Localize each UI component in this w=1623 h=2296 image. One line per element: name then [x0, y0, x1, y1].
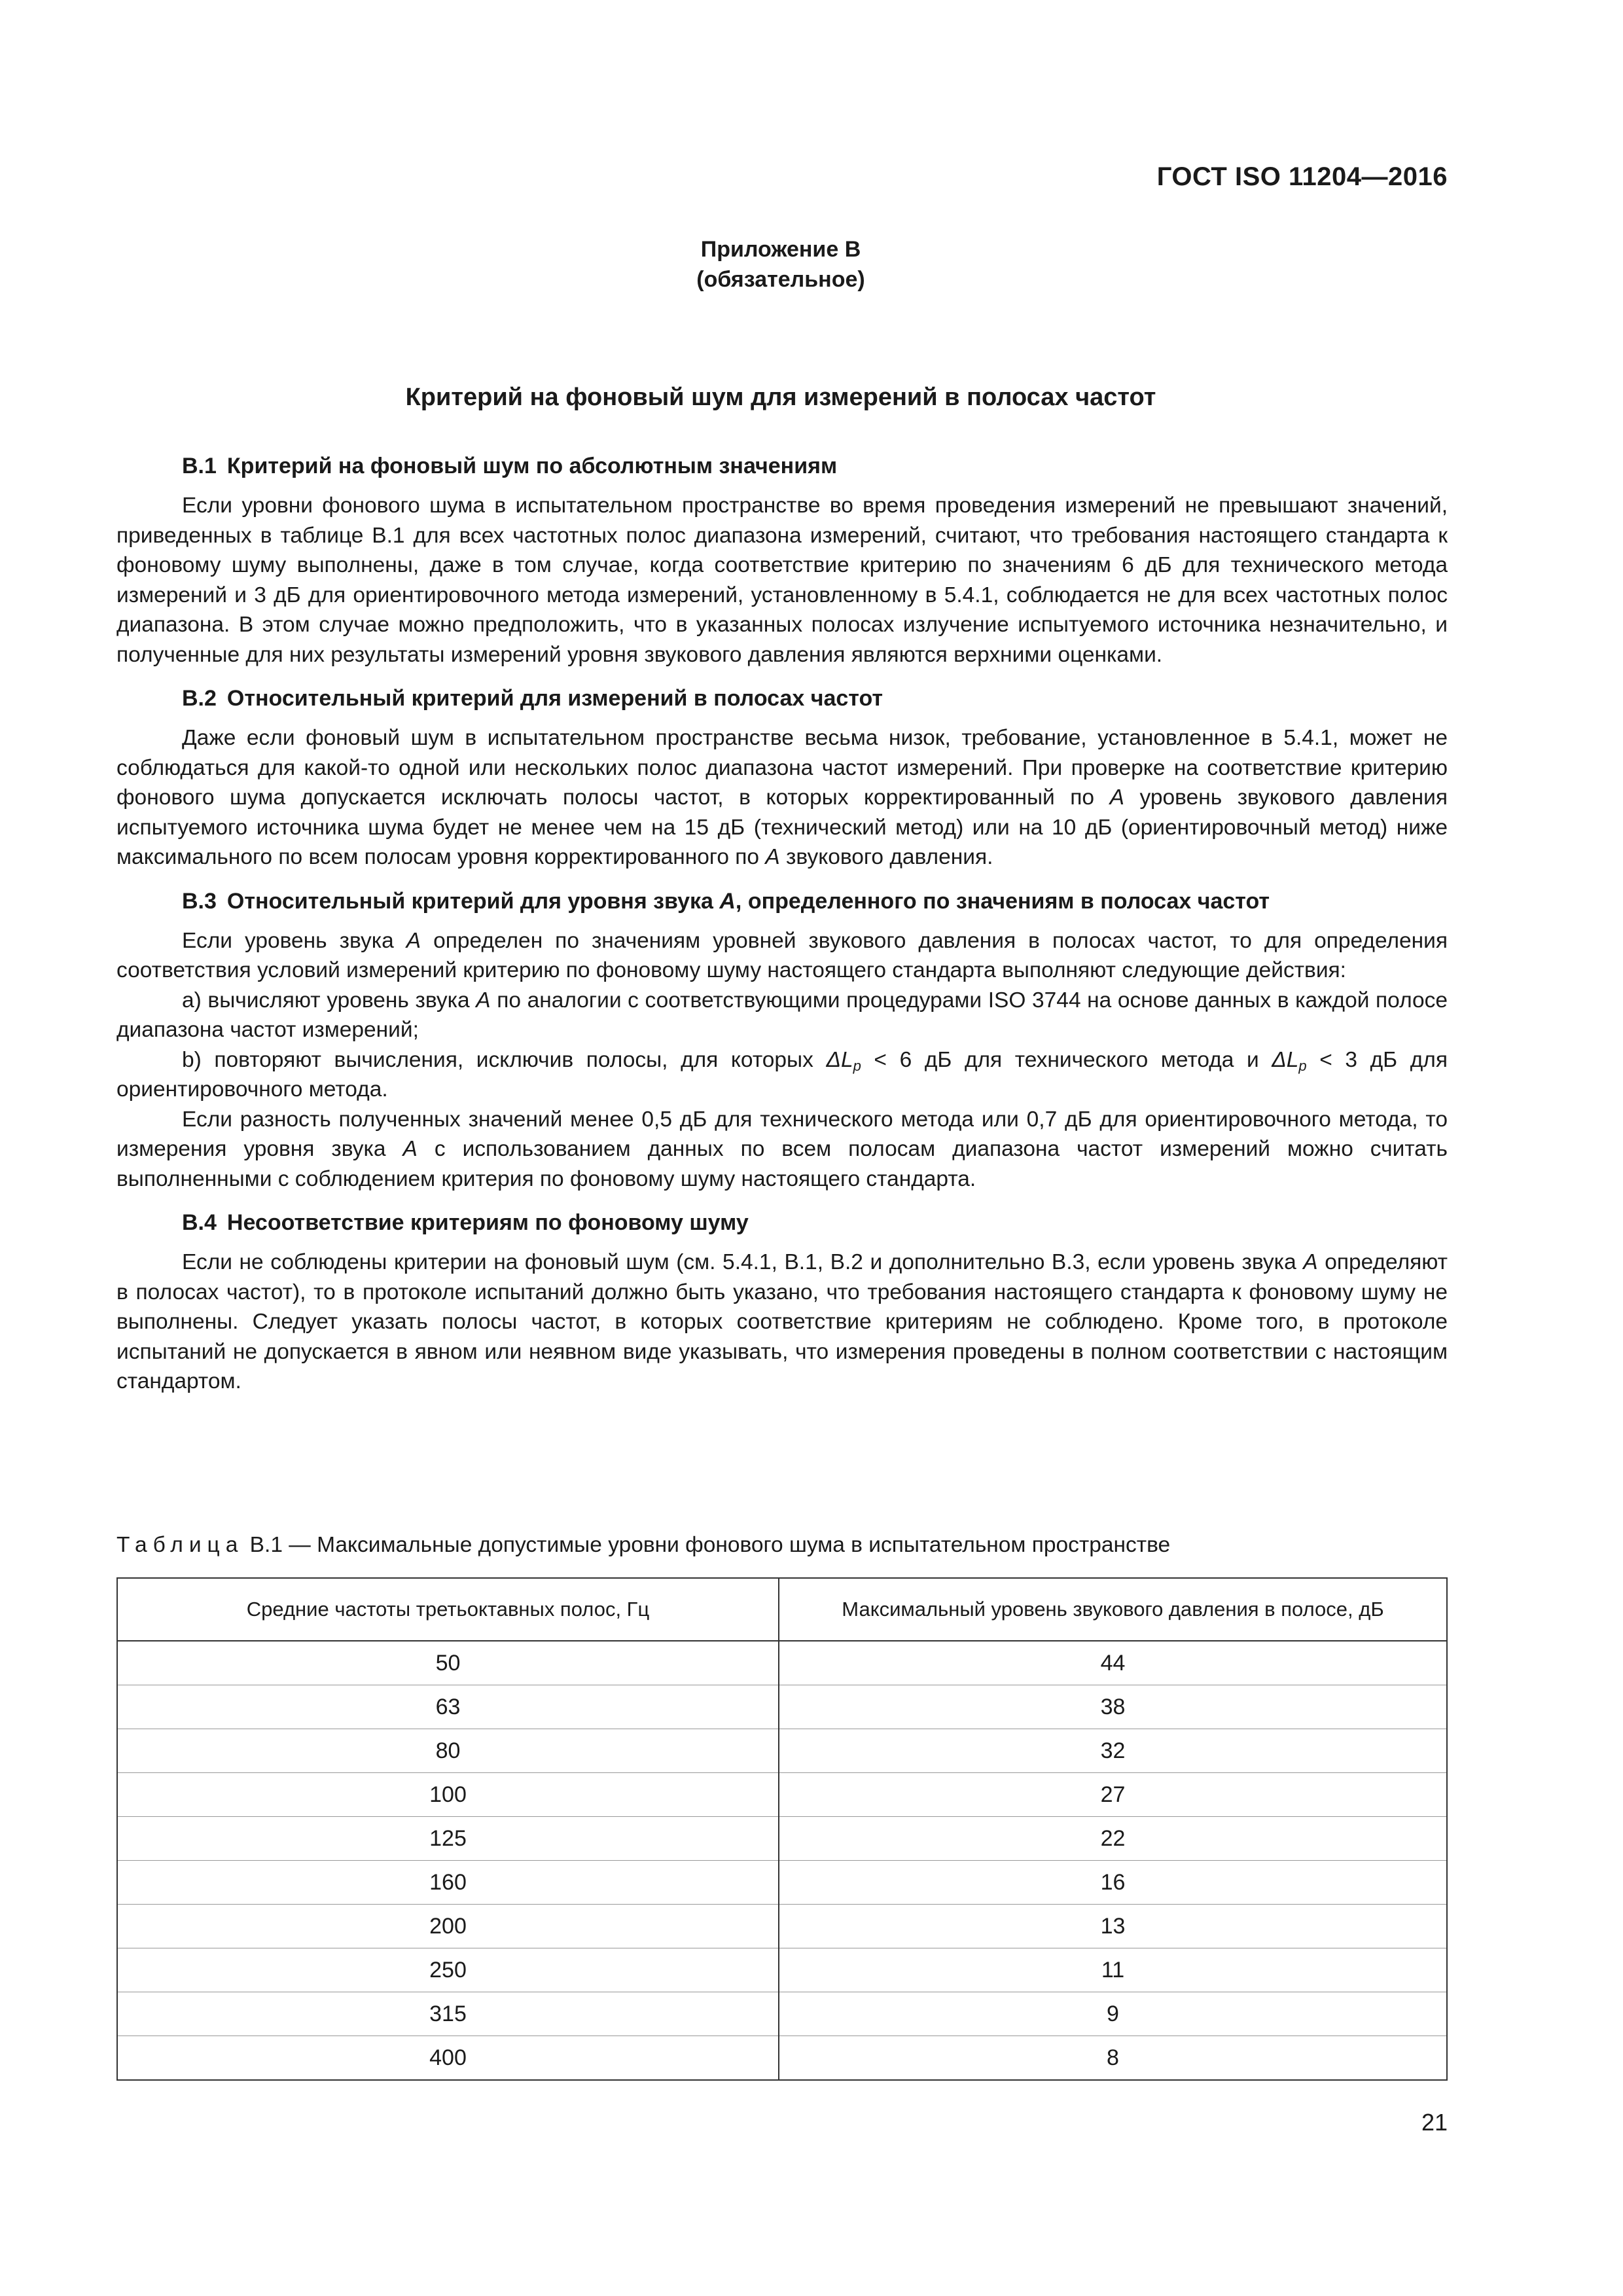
- variable-a: А: [402, 1137, 418, 1161]
- document-code: ГОСТ ISO 11204—2016: [1156, 162, 1448, 191]
- table-row: [117, 1905, 1447, 1948]
- cell-level: 13: [779, 1905, 1447, 1948]
- appendix-label: [0, 234, 1561, 295]
- paragraph: [116, 926, 1448, 986]
- cell-frequency: 315: [117, 1992, 779, 2036]
- section-title: Критерий на фоновый шум по абсолютным значениям: [226, 454, 838, 478]
- table-row: [117, 1685, 1447, 1729]
- text-run: , определенного по значениям в полосах частот: [735, 888, 1270, 914]
- text-run: Относительный критерий для уровня звука: [226, 888, 720, 914]
- table-row: [117, 1817, 1447, 1861]
- text-run: с использованием данных по всем полосам диапазона частот измерений можно считать выполненными с соблюдением критерия по фоновому шуму настоящего стандарта.: [116, 1137, 1448, 1191]
- paragraph: [116, 723, 1448, 872]
- cell-level: 27: [779, 1773, 1447, 1817]
- paragraph: [116, 1105, 1448, 1194]
- section-heading: [116, 1208, 1448, 1237]
- section-number: В.1: [182, 454, 217, 478]
- variable-a: А: [1303, 1250, 1318, 1274]
- cell-frequency: 100: [117, 1773, 779, 1817]
- page-number: 21: [1421, 2109, 1448, 2136]
- section-title: [227, 889, 1270, 914]
- text-run: а) вычисляют уровень звука: [182, 988, 476, 1013]
- cell-level: 32: [779, 1729, 1447, 1773]
- table-row: [117, 2036, 1447, 2081]
- cell-frequency: 63: [117, 1685, 779, 1729]
- section-b4: [116, 1208, 1448, 1397]
- page-title: Критерий на фоновый шум для измерений в полосах частот: [405, 384, 1156, 411]
- section-b3: [116, 887, 1448, 1194]
- section-b2: [116, 684, 1448, 872]
- cell-frequency: 250: [117, 1948, 779, 1992]
- table-body: [117, 1641, 1447, 2080]
- text-run: Если уровень звука: [182, 928, 406, 953]
- cell-level: 44: [779, 1641, 1447, 1685]
- table-caption: [116, 1533, 1448, 1558]
- column-header-level: Максимальный уровень звукового давления в полосе, дБ: [779, 1578, 1447, 1641]
- text-run: определяют в полосах частот), то в протоколе испытаний должно быть указано, что требования настоящего стандарта к фоновому шуму не выполнены. Следует указать полосы частот, в которых соответствие критериям не соблюдено. Кроме того, в протоколе испытаний не допускается в явном или неявном виде указывать, что измерения проведены в полном соответствии с настоящим стандартом.: [116, 1250, 1448, 1393]
- subscript: p: [853, 1057, 861, 1074]
- text-run: Даже если фоновый шум в испытательном пространстве весьма низок, требование, установленное в 5.4.1, может не соблюдаться для какой-то одной или нескольких полос диапазона частот измерений. При проверке на соответствие критерию фонового шума допускается исключать полосы частот, в которых корректированный по: [116, 726, 1448, 810]
- cell-level: 38: [779, 1685, 1447, 1729]
- text-run: по аналогии с соответствующими процедурами ISO 3744 на основе данных в каждой полосе диапазона частот измерений;: [116, 988, 1448, 1042]
- table-header-row: [117, 1578, 1447, 1641]
- cell-frequency: 400: [117, 2036, 779, 2081]
- appendix-status: (обязательное): [696, 267, 865, 292]
- text-run: уровень звукового давления испытуемого источника шума будет не менее чем на 15 дБ (технический метод) или на 10 дБ (ориентировочный метод) ниже максимального по всем полосам уровня корректированного по: [116, 785, 1448, 869]
- variable-a: А: [719, 888, 736, 914]
- list-item-a: [116, 986, 1448, 1045]
- table-row: [117, 1729, 1447, 1773]
- cell-frequency: 160: [117, 1861, 779, 1905]
- text-run: b) повторяют вычисления, исключив полосы, для которых: [182, 1047, 827, 1072]
- list-item-b: [116, 1045, 1448, 1105]
- table-row: [117, 1641, 1447, 1685]
- appendix-title: Приложение В: [700, 237, 861, 262]
- text-run: ΔL: [1272, 1047, 1299, 1072]
- cell-level: 11: [779, 1948, 1447, 1992]
- subscript: p: [1298, 1057, 1307, 1074]
- table-row: [117, 1948, 1447, 1992]
- cell-frequency: 50: [117, 1641, 779, 1685]
- document-body: [116, 452, 1448, 1411]
- variable-a: А: [476, 988, 491, 1013]
- cell-level: 8: [779, 2036, 1447, 2081]
- section-heading: [116, 684, 1448, 713]
- text-run: определен по значениям уровней звукового давления в полосах частот, то для определения соответствия условий измерений критерию по фоновому шуму настоящего стандарта выполняют следующие действия:: [116, 928, 1448, 982]
- cell-level: 9: [779, 1992, 1447, 2036]
- background-noise-table: [116, 1577, 1448, 2081]
- column-header-frequency: Средние частоты третьоктавных полос, Гц: [117, 1578, 779, 1641]
- table-caption-text: В.1 — Максимальные допустимые уровни фонового шума в испытательном пространстве: [243, 1533, 1171, 1557]
- section-heading: [116, 452, 1448, 480]
- text-run: Если не соблюдены критерии на фоновый шум (см. 5.4.1, В.1, В.2 и дополнительно В.3, если уровень звука: [182, 1250, 1304, 1274]
- table-row: [117, 1861, 1447, 1905]
- section-number: В.3: [182, 888, 217, 914]
- variable-a: А: [1109, 785, 1124, 810]
- section-title: Относительный критерий для измерений в полосах частот: [226, 686, 883, 711]
- paragraph: Если уровни фонового шума в испытательном пространстве во время проведения измерений не превышают значений, приведенных в таблице В.1 для всех частотных полос диапазона измерений, считают, что требования настоящего стандарта к фоновому шуму выполнены, даже в том случае, когда соответствие критерию по значениям 6 дБ для технического метода измерений и 3 дБ для ориентировочного метода измерений, установленному в 5.4.1, соблюдается не для всех частотных полос диапазона. В этом случае можно предположить, что в указанных полосах излучение испытуемого источника незначительно, и полученные для них результаты измерений уровня звукового давления являются верхними оценками.: [116, 493, 1448, 667]
- variable-a: А: [406, 928, 421, 953]
- table-row: [117, 1773, 1447, 1817]
- section-number: В.2: [182, 686, 217, 711]
- paragraph: [116, 1247, 1448, 1397]
- table-row: [117, 1992, 1447, 2036]
- cell-level: 22: [779, 1817, 1447, 1861]
- table-caption-label: Таблица: [116, 1533, 244, 1557]
- cell-frequency: 80: [117, 1729, 779, 1773]
- text-run: ΔL: [826, 1047, 853, 1072]
- section-number: В.4: [182, 1210, 217, 1235]
- delta-lp-symbol: [826, 1048, 861, 1072]
- cell-frequency: 125: [117, 1817, 779, 1861]
- section-title: Несоответствие критериям по фоновому шуму: [226, 1210, 749, 1235]
- variable-a: А: [765, 845, 780, 869]
- section-b1: [116, 452, 1448, 670]
- cell-level: 16: [779, 1861, 1447, 1905]
- delta-lp-symbol: [1272, 1048, 1306, 1072]
- text-run: звукового давления.: [779, 845, 993, 869]
- cell-frequency: 200: [117, 1905, 779, 1948]
- text-run: < 6 дБ для технического метода и: [861, 1047, 1272, 1072]
- text-run: Если разность полученных значений менее 0,5 дБ для технического метода или 0,7 дБ для ориентировочного метода, то измерения уровня звука: [116, 1107, 1448, 1161]
- section-heading: [116, 887, 1448, 916]
- text-run: < 3 дБ для ориентировочного метода.: [116, 1047, 1448, 1102]
